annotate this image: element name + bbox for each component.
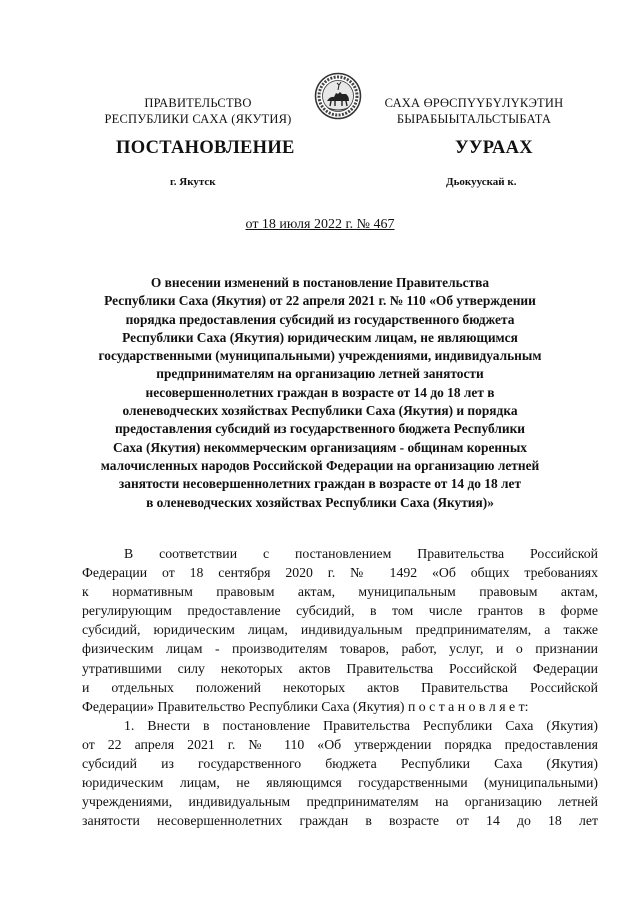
city-russian: г. Якутск xyxy=(170,176,216,188)
document-title xyxy=(60,274,580,512)
title-line: О внесении изменений в постановление Правительства xyxy=(150,275,490,290)
body-line: к нормативным правовым актам, муниципальным правовым актам, xyxy=(82,584,598,600)
body-line: Федерации от 18 сентября 2020 г. № 1492 «Об общих требованиях xyxy=(82,565,598,581)
title-line: занятости несовершеннолетних граждан в возрасте от 14 до 18 лет xyxy=(118,476,522,492)
body-line: физическим лицам - производителям товаров, работ, услуг, и о признании xyxy=(82,641,598,657)
title-line: Саха (Якутия) некоммерческим организациям - общинам коренных xyxy=(113,439,527,455)
header-right-line2: БЫРАБЫЫТАЛЬСТЫБАТА xyxy=(396,112,552,126)
body-line: занятости несовершеннолетних граждан в возрасте от 14 до 18 лет xyxy=(82,813,598,829)
body-line: и отдельных положений некоторых актов Правительства Российской xyxy=(82,679,598,695)
body-line: юридическим лицам, не являющимся государственными (муниципальными) xyxy=(82,775,598,791)
body-line: от 22 апреля 2021 г. № 110 «Об утверждении порядка предоставления xyxy=(82,736,598,752)
title-line: Республики Саха (Якутия) юридическим лицам, не являющимся xyxy=(122,329,518,345)
body-line: 1. Внести в постановление Правительства Республики Саха (Якутия) xyxy=(124,717,598,733)
body-line: утратившими силу некоторых актов Правительства Российской Федерации xyxy=(82,660,598,676)
sakha-emblem-icon xyxy=(314,72,362,120)
body-line-resolves xyxy=(82,697,598,716)
body-line: В соответствии с постановлением Правительства Российской xyxy=(124,546,598,561)
header-right xyxy=(364,95,584,127)
header-left-line1: ПРАВИТЕЛЬСТВО xyxy=(144,96,252,110)
header-left-line2: РЕСПУБЛИКИ САХА (ЯКУТИЯ) xyxy=(104,112,292,126)
body-line: регулирующим предоставление субсидий, в том числе грантов в форме xyxy=(82,603,598,619)
doc-type-yakut: УУРААХ xyxy=(455,138,533,158)
title-line: предпринимателям на организацию летней занятости xyxy=(156,366,484,382)
date-number xyxy=(0,217,640,233)
body-line: учреждениями, индивидуальным предпринимателям на организацию летней xyxy=(82,794,598,810)
title-line: оленеводческих хозяйствах Республики Саха (Якутия) и порядка xyxy=(122,403,518,419)
body-line: субсидий, юридическим лицам, индивидуальным предпринимателям, а также xyxy=(82,622,598,638)
resolves-word: п о с т а н о в л я е т: xyxy=(407,698,529,714)
title-line: государственными (муниципальными) учреждениями, индивидуальным xyxy=(98,348,542,364)
title-line: малочисленных народов Российской Федерации на организацию летней xyxy=(100,457,540,473)
title-line: несовершеннолетних граждан в возрасте от 14 до 18 лет в xyxy=(145,384,495,400)
document-body xyxy=(82,544,598,830)
header-left xyxy=(88,95,308,127)
title-line: в оленеводческих хозяйствах Республики Саха (Якутия)» xyxy=(146,494,494,510)
title-line: порядка предоставления субсидий из государственного бюджета xyxy=(125,311,515,327)
title-line: предоставления субсидий из государственного бюджета Республики xyxy=(114,421,526,437)
date-number-text: от 18 июля 2022 г. № 467 xyxy=(245,217,395,232)
header-right-line1: САХА ӨРӨСПҮҮБҮЛҮКЭТИН xyxy=(384,96,564,110)
body-line-text: Федерации» Правительство Республики Саха (Якутия) xyxy=(82,698,405,714)
city-yakut: Дьокуускай к. xyxy=(446,176,517,188)
title-line: Республики Саха (Якутия) от 22 апреля 2021 г. № 110 «Об утверждении xyxy=(104,293,536,309)
doc-type-russian: ПОСТАНОВЛЕНИЕ xyxy=(116,138,295,158)
body-line: субсидий из государственного бюджета Республики Саха (Якутия) xyxy=(82,756,598,772)
